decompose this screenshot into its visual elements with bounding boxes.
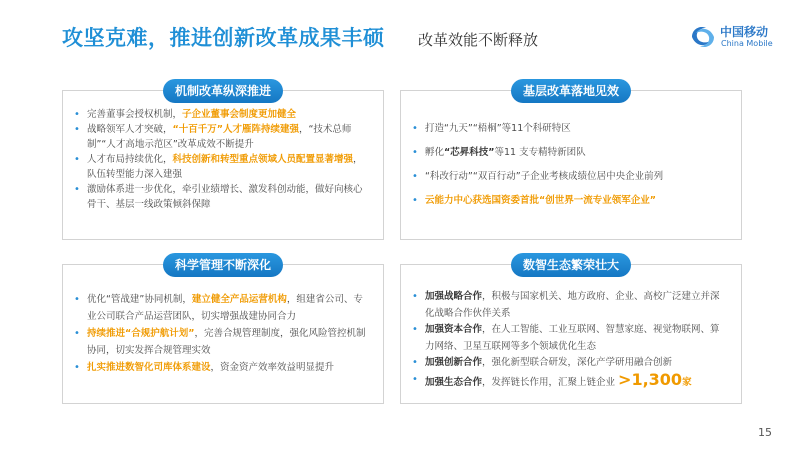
highlight-text: >1,300: [618, 369, 683, 389]
list-item: [63, 152, 383, 182]
panel-grassroots-reform: [400, 84, 742, 240]
logo-text-en: China Mobile: [721, 39, 773, 48]
list-item: [401, 169, 741, 184]
panel-mechanism-reform: [62, 84, 384, 240]
slide-title: 攻坚克难，推进创新改革成果丰硕: [62, 26, 385, 50]
item-text: 完善董事会授权机制，: [87, 109, 183, 120]
item-text: 优化“管战建”协同机制，: [87, 294, 192, 305]
highlight-text: “芯昇科技”: [444, 147, 495, 158]
highlight-text: “十百千万”人才雁阵持续建强: [172, 124, 300, 135]
list-item: [63, 122, 383, 152]
item-text: ，强化新型联合研发，深化产学研用融合创新: [482, 357, 673, 368]
item-text: 孵化: [425, 147, 445, 158]
china-mobile-logo: [688, 20, 788, 54]
item-text: ，组建省公司、专业公司联合产品运营团队，切实增强战建协同合力: [87, 294, 363, 322]
list-item: [63, 325, 383, 359]
item-text: 等11 支专精特新团队: [494, 147, 586, 158]
bullet-list: [401, 121, 741, 217]
item-text: ，积极与国家机关、地方政府、企业、高校广泛建立并深化战略合作伙伴关系: [425, 291, 720, 319]
highlight-text: 加强创新合作: [425, 357, 483, 368]
list-item: [63, 359, 383, 376]
item-text: ，在人工智能、工业互联网、智慧家庭、视觉物联网、算力网络、卫星互联网等多个领域优化生态: [425, 324, 720, 352]
bullet-list: [401, 289, 741, 391]
list-item: [401, 121, 741, 136]
list-item: [63, 182, 383, 212]
list-item: [401, 145, 741, 160]
item-text: ，队伍转型能力深入建强: [87, 154, 363, 180]
highlight-text: 加强生态合作: [425, 376, 483, 388]
list-item: [401, 193, 741, 208]
item-text: 打造“九天”“梧桐”等11个科研特区: [425, 123, 571, 134]
item-text: ，“技术总师制”“人才高地示范区”改革成效不断提升: [87, 124, 352, 150]
item-text: 战略领军人才突破，: [87, 124, 173, 135]
item-text: 人才布局持续优化，: [87, 154, 173, 165]
item-text: “科改行动”“双百行动”子企业考核成绩位居中央企业前列: [425, 171, 664, 182]
highlight-text: 扎实推进数智化司库体系建设: [87, 362, 211, 373]
highlight-text: 子企业董事会制度更加健全: [182, 109, 297, 120]
list-item: [63, 291, 383, 325]
list-item: [401, 369, 741, 392]
page-number: 15: [758, 426, 772, 439]
panel-digital-ecosystem: [400, 258, 742, 404]
highlight-text: 云能力中心获选国资委首批“创世界一流专业领军企业”: [425, 195, 656, 206]
bullet-list: [63, 107, 383, 212]
panel-scientific-management: [62, 258, 384, 404]
slide-subtitle: 改革效能不断释放: [418, 31, 539, 49]
highlight-text: 加强战略合作: [425, 291, 483, 302]
item-text: ，资金资产效率效益明显提升: [210, 362, 335, 373]
bullet-list: [63, 291, 383, 376]
slide-header: [0, 0, 800, 70]
highlight-text: 持续推进“合规护航计划”: [87, 328, 195, 339]
item-text: ，发挥链长作用，汇聚上链企业: [482, 376, 619, 388]
panel-title: 机制改革纵深推进: [163, 79, 283, 103]
list-item: [401, 355, 741, 372]
item-text: 激励体系进一步优化，牵引业绩增长、激发科创动能，做好向核心骨干、基层一线政策倾斜保障: [87, 184, 363, 210]
panel-title: 数智生态繁荣壮大: [511, 253, 631, 277]
china-mobile-logo-icon: [688, 22, 718, 52]
list-item: [63, 107, 383, 122]
highlight-text: 科技创新和转型重点领域人员配置显著增强: [172, 154, 354, 165]
panel-title: 科学管理不断深化: [163, 253, 283, 277]
highlight-text: 家: [682, 376, 692, 388]
highlight-text: 建立健全产品运营机构: [191, 294, 287, 305]
panel-title: 基层改革落地见效: [511, 79, 631, 103]
list-item: [401, 322, 741, 355]
logo-text-cn: 中国移动: [720, 25, 769, 39]
highlight-text: 加强资本合作: [425, 324, 483, 335]
list-item: [401, 289, 741, 322]
item-text: ，完善合规管理制度，强化风险管控机制协同，切实发挥合规管理实效: [87, 328, 366, 356]
